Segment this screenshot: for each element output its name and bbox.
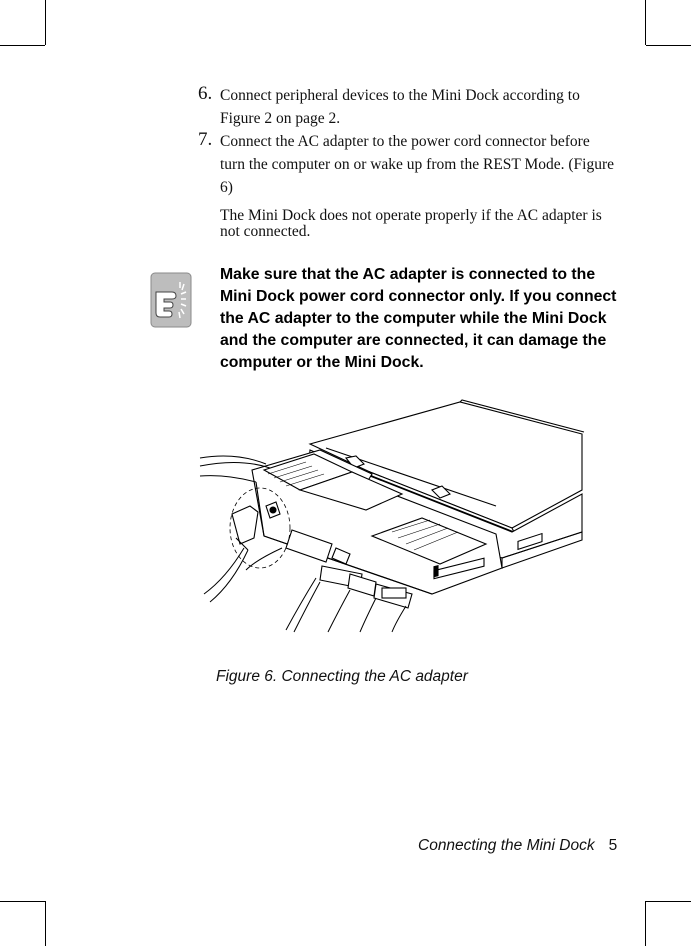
footer-section-title: Connecting the Mini Dock xyxy=(418,837,595,854)
figure-caption: Figure 6. Connecting the AC adapter xyxy=(216,668,468,685)
laptop-mini-dock-illustration xyxy=(196,398,588,634)
page-number: 5 xyxy=(608,837,618,854)
crop-mark-top-left-h xyxy=(0,45,45,46)
note-paragraph: The Mini Dock does not operate properly if the AC adapter is not connected. xyxy=(220,207,602,240)
step-text: Connect the AC adapter to the power cord connector before turn the computer on or wake up from the REST Mode. (Figure 6) xyxy=(220,133,615,196)
warning-text: Make sure that the AC adapter is connected to the Mini Dock power cord connector only. If you connect the AC adapter to the computer while the Mini Dock and the computer are connected, it can damage the computer or the Mini Dock. xyxy=(220,266,617,371)
pointing-hand-warning-icon xyxy=(150,272,192,328)
crop-mark-bottom-right-h xyxy=(646,901,691,902)
crop-mark-top-right-h xyxy=(646,45,691,46)
step-number: 6. xyxy=(198,83,213,104)
step-number: 7. xyxy=(198,129,213,150)
page-footer xyxy=(418,837,617,855)
step-text: Connect peripheral devices to the Mini Dock according to Figure 2 on page 2. xyxy=(220,87,580,127)
crop-mark-bottom-left-h xyxy=(0,901,45,902)
crop-mark-bottom-left-v xyxy=(45,901,46,946)
crop-mark-top-right-v xyxy=(645,0,646,45)
crop-mark-top-left-v xyxy=(45,0,46,45)
crop-mark-bottom-right-v xyxy=(645,901,646,946)
